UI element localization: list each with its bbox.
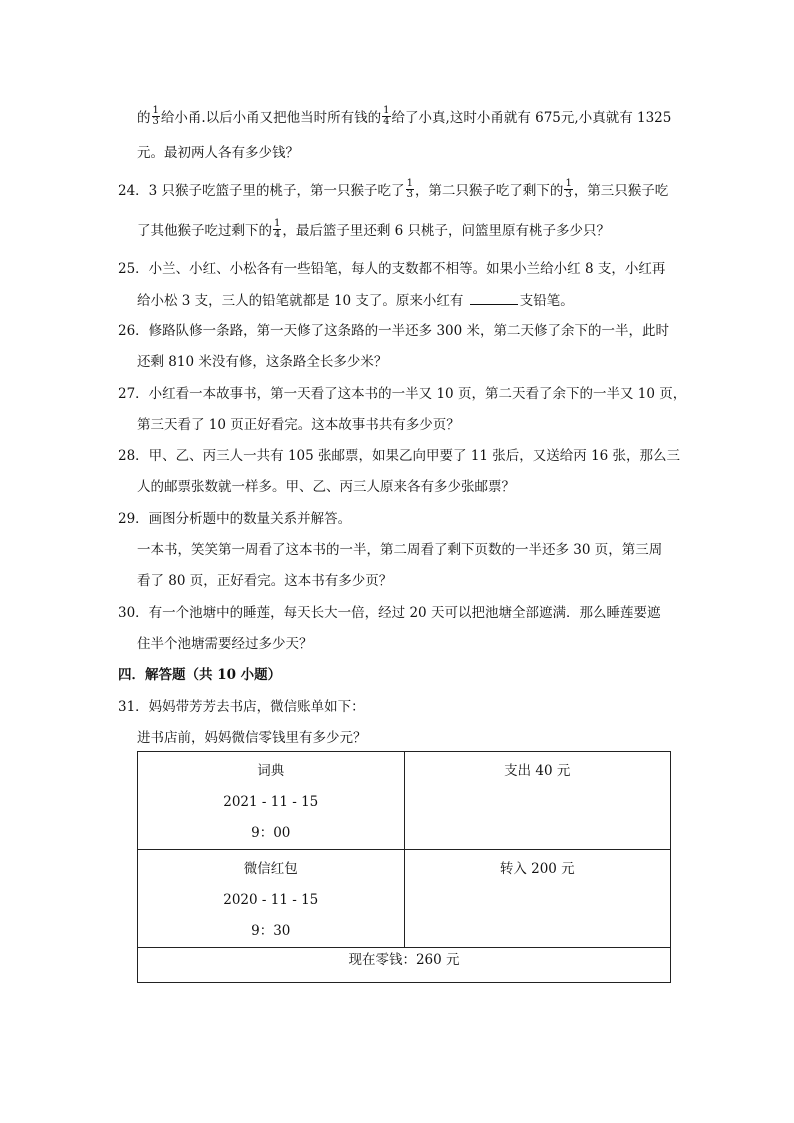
- q25-text-a: 给小松 3 支，三人的铅笔就都是 10 支了。原来小红有: [137, 293, 468, 309]
- q29-line3: 看了 80 页，正好看完。这本书有多少页？: [137, 573, 393, 589]
- q24-text-c: ，第三只猴子吃: [573, 183, 669, 199]
- q23-text-b: 给小甬.以后小甬又把他当时所有钱的: [160, 110, 382, 126]
- bill-amount-cell: [404, 850, 670, 948]
- q25-line1: 25．小兰、小红、小松各有一些铅笔，每人的支数都不相等。如果小兰给小红 8 支，小红再: [118, 261, 666, 277]
- bill-entry-cell: [138, 850, 405, 948]
- bill-entry-cell: [138, 752, 405, 850]
- q25-line2: [137, 290, 574, 311]
- wechat-bill-table: [137, 751, 671, 983]
- q27-line2: 第三天看了 10 页正好看完。这本故事书共有多少页？: [137, 417, 460, 433]
- bill-item-name: 微信红包: [243, 861, 298, 877]
- q23-fraction-2: $\frac{1}{4}$: [383, 105, 390, 127]
- q29-line2: 一本书，笑笑第一周看了这本书的一半，第二周看了剩下页数的一半还多 30 页，第三周: [137, 542, 663, 558]
- q24-text-a: 24．3 只猴子吃篮子里的桃子，第一只猴子吃了: [118, 183, 405, 199]
- q27-line1: 27．小红看一本故事书，第一天看了这本书的一半又 10 页，第二天看了余下的一半又 10 页，: [118, 386, 687, 402]
- answer-blank[interactable]: [470, 290, 518, 305]
- bill-balance-cell: 现在零钱：260 元: [138, 948, 671, 983]
- q23-text-c: 给了小真,这时小甬就有 675元,小真就有 1325: [391, 110, 672, 126]
- bill-item-amount: 转入 200 元: [499, 861, 575, 877]
- q24-fraction-3: $\frac{1}{4}$: [274, 218, 281, 240]
- q24-line2: [137, 218, 611, 242]
- q30-line1: 30．有一个池塘中的睡莲，每天长大一倍，经过 20 天可以把池塘全部遮满．那么睡莲要遮: [118, 605, 661, 621]
- bill-item-time: 9：00: [251, 825, 291, 841]
- q29-line1: 29．画图分析题中的数量关系并解答。: [118, 511, 352, 527]
- q23-line2: 元。最初两人各有多少钱？: [137, 145, 299, 161]
- table-row: [138, 752, 671, 850]
- section-heading: 四．解答题（共 10 小题）: [118, 667, 282, 683]
- q28-line2: 人的邮票张数就一样多。甲、乙、丙三人原来各有多少张邮票？: [137, 479, 515, 495]
- q23-text-a: 的: [137, 110, 151, 126]
- q28-line1: 28．甲、乙、丙三人一共有 105 张邮票，如果乙向甲要了 11 张后，又送给丙 16 张，那么三: [118, 448, 681, 464]
- q26-line1: 26．修路队修一条路，第一天修了这条路的一半还多 300 米，第二天修了余下的一半，此时: [118, 323, 670, 339]
- bill-item-time: 9：30: [251, 923, 291, 939]
- bill-item-name: 词典: [257, 763, 285, 779]
- q24-line1: [118, 178, 669, 202]
- bill-item-date: 2021 - 11 - 15: [223, 794, 319, 810]
- q23-fraction-1: $\frac{1}{3}$: [152, 105, 159, 127]
- table-row: [138, 948, 671, 983]
- q31-line1: 31．妈妈带芳芳去书店，微信账单如下：: [118, 699, 365, 715]
- q24-fraction-1: $\frac{1}{3}$: [406, 178, 413, 200]
- bill-amount-cell: [404, 752, 670, 850]
- q24-text-e: ，最后篮子里还剩 6 只桃子，问篮里原有桃子多少只？: [282, 223, 611, 239]
- q31-line2: 进书店前，妈妈微信零钱里有多少元？: [137, 730, 367, 746]
- table-row: [138, 850, 671, 948]
- q24-fraction-2: $\frac{1}{3}$: [565, 178, 572, 200]
- q24-text-d: 了其他猴子吃过剩下的: [137, 223, 272, 239]
- q25-text-b: 支铅笔。: [519, 293, 574, 309]
- q26-line2: 还剩 810 米没有修，这条路全长多少米？: [137, 354, 388, 370]
- bill-item-date: 2020 - 11 - 15: [223, 892, 319, 908]
- q23-line1: [137, 105, 672, 129]
- q30-line2: 住半个池塘需要经过多少天？: [137, 636, 313, 652]
- bill-item-amount: 支出 40 元: [504, 763, 571, 779]
- q24-text-b: ，第二只猴子吃了剩下的: [414, 183, 564, 199]
